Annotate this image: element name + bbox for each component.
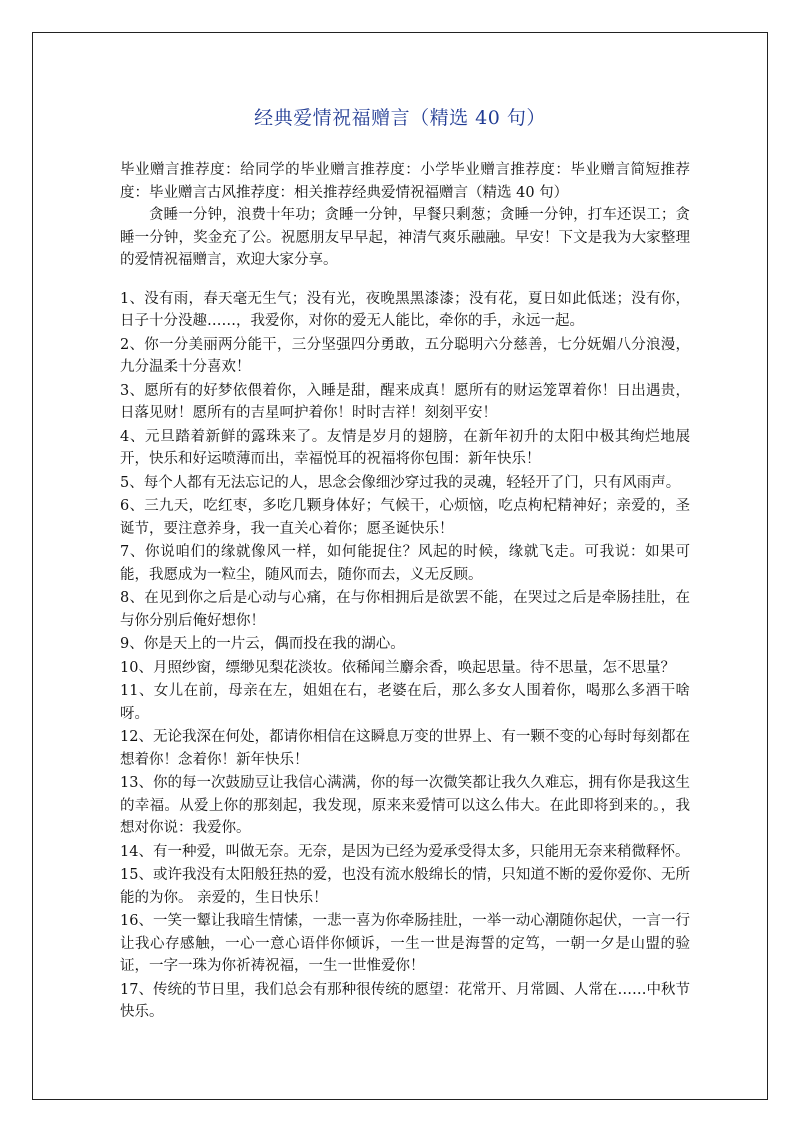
- list-item: 1、没有雨，春天毫无生气；没有光，夜晚黑黑漆漆；没有花，夏日如此低迷；没有你，日子十分没趣……，我爱你，对你的爱无人能比，牵你的手，永远一起。: [120, 290, 690, 329]
- list-item: 5、每个人都有无法忘记的人，思念会像细沙穿过我的灵魂，轻轻开了门，只有风雨声。: [120, 474, 681, 491]
- list-item: 8、在见到你之后是心动与心痛，在与你相拥后是欲罢不能，在哭过之后是牵肠挂肚，在与你分别后俺好想你！: [120, 590, 690, 629]
- list-item: 12、无论我深在何处，都请你相信在这瞬息万变的世界上、有一颗不变的心每时每刻都在想着你！念着你！新年快乐！: [120, 729, 690, 768]
- list-item: 11、女儿在前，母亲在左，姐姐在右，老婆在后，那么多女人围着你，喝那么多酒干啥呀。: [120, 683, 690, 722]
- list-item: 14、有一种爱，叫做无奈。无奈，是因为已经为爱承受得太多，只能用无奈来稍微释怀。: [120, 843, 690, 860]
- list-item: 2、你一分美丽两分能干，三分坚强四分勇敢，五分聪明六分慈善，七分妩媚八分浪漫，九分温柔十分喜欢！: [120, 336, 690, 375]
- document-body: [120, 159, 690, 1025]
- list-item: 3、愿所有的好梦依偎着你，入睡是甜，醒来成真！愿所有的财运笼罩着你！日出遇贵，日落见财！愿所有的吉星呵护着你！时时吉祥！刻刻平安！: [120, 382, 690, 421]
- intro-paragraph: 毕业赠言推荐度：给同学的毕业赠言推荐度：小学毕业赠言推荐度：毕业赠言简短推荐度：毕业赠言古风推荐度：相关推荐经典爱情祝福赠言（精选 40 句）: [120, 162, 690, 201]
- intro-paragraph: 贪睡一分钟，浪费十年功；贪睡一分钟，早餐只剩葱；贪睡一分钟，打车还误工；贪睡一分钟，奖金充了公。祝愿朋友早早起，神清气爽乐融融。早安！下文是我为大家整理的爱情祝福赠言，欢迎大家分享。: [120, 207, 690, 268]
- list-item: 15、或许我没有太阳般狂热的爱，也没有流水般绵长的情，只知道不断的爱你爱你、无所能的为你。 亲爱的，生日快乐！: [120, 867, 690, 906]
- list-item: 6、三九天，吃红枣，多吃几颗身体好；气候干，心烦恼，吃点枸杞精神好；亲爱的，圣诞节，要注意养身，我一直关心着你；愿圣诞快乐！: [120, 498, 690, 537]
- list-item: 13、你的每一次鼓励豆让我信心满满，你的每一次微笑都让我久久难忘，拥有你是我这生的幸福。从爱上你的那刻起，我发现，原来来爱情可以这么伟大。在此即将到来的。，我想对你说：我爱你。: [120, 775, 690, 836]
- list-item: 9、你是天上的一片云，偶而投在我的湖心。: [120, 636, 405, 652]
- list-item: 7、你说咱们的缘就像风一样，如何能捉住？风起的时候，缘就飞走。可我说：如果可能，我愿成为一粒尘，随风而去，随你而去，义无反顾。: [120, 544, 690, 583]
- list-item: 16、一笑一颦让我暗生情愫，一悲一喜为你牵肠挂肚，一举一动心潮随你起伏，一言一行让我心存感触，一心一意心语伴你倾诉，一生一世是海誓的定笃，一朝一夕是山盟的验证，一字一珠为你祈祷祝福，一生一世惟爱你！: [120, 913, 690, 974]
- document-title: 经典爱情祝福赠言（精选 40 句）: [254, 107, 546, 129]
- intro-section: [120, 159, 690, 272]
- list-item: 17、传统的节日里，我们总会有那种很传统的愿望：花常开、月常圆、人常在……中秋节快乐。: [120, 981, 690, 1020]
- list-item: 10、月照纱窗，缥缈见梨花淡妆。依稀闻兰麝余香，唤起思量。待不思量，怎不思量？: [120, 659, 675, 676]
- list-item: 4、元旦踏着新鲜的露珠来了。友情是岁月的翅膀，在新年初升的太阳中极其绚烂地展开，快乐和好运喷薄而出，幸福悦耳的祝福将你包围：新年快乐！: [120, 428, 690, 467]
- blessing-list: [120, 288, 690, 1024]
